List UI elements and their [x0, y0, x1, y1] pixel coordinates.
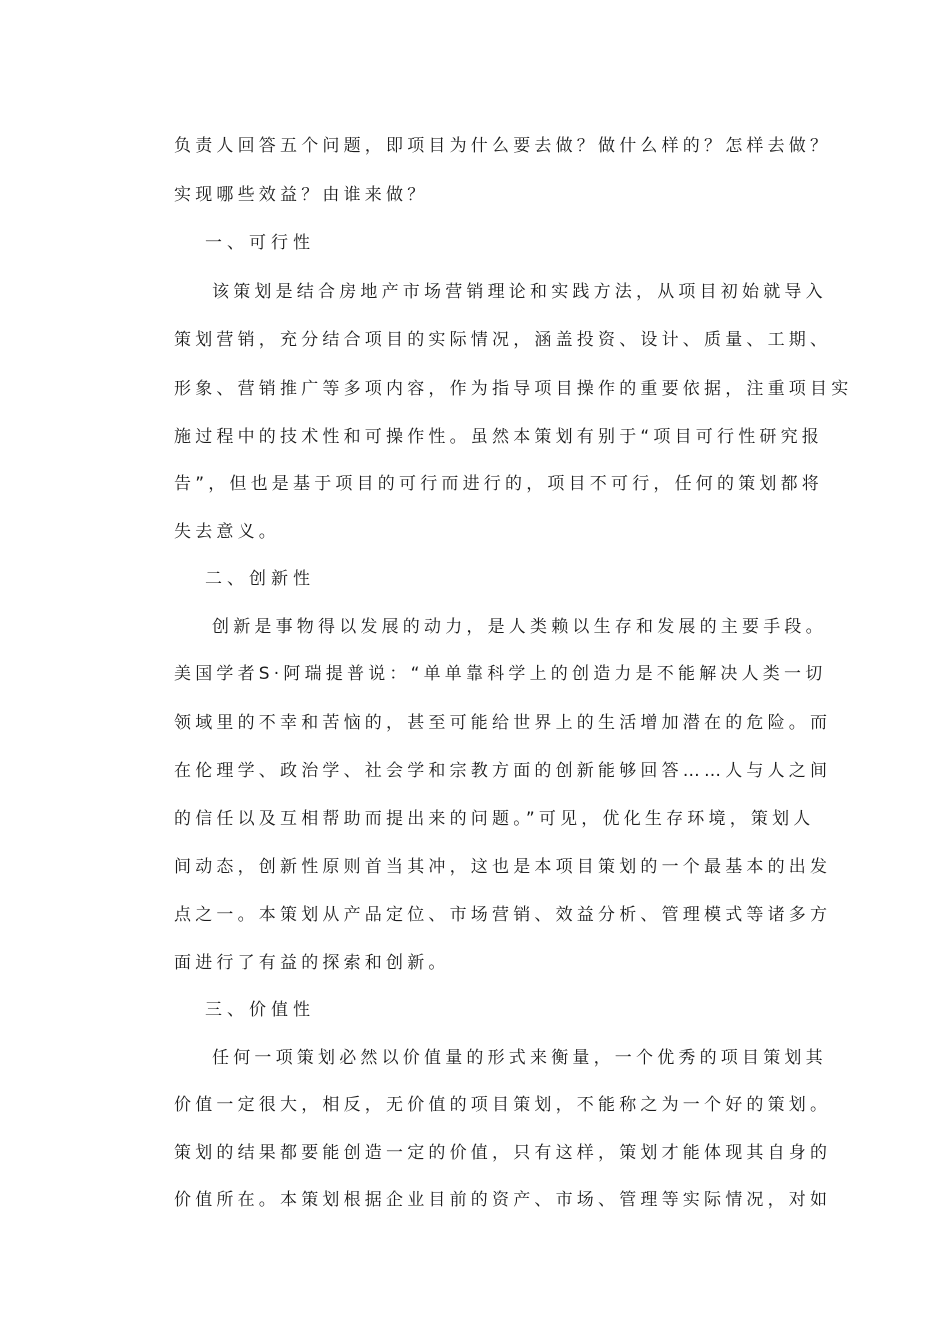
text-line: 施过程中的技术性和可操作性。虽然本策划有别于“项目可行性研究报 — [174, 427, 824, 447]
text-line: 点之一。本策划从产品定位、市场营销、效益分析、管理模式等诸多方 — [174, 905, 832, 925]
text-line: 价值一定很大，相反，无价值的项目策划，不能称之为一个好的策划。 — [174, 1095, 832, 1115]
text-line: 创新是事物得以发展的动力，是人类赖以生存和发展的主要手段。 — [212, 617, 827, 637]
text-line: 任何一项策划必然以价值量的形式来衡量，一个优秀的项目策划其 — [212, 1048, 827, 1068]
text-line: 策划营销，充分结合项目的实际情况，涵盖投资、设计、质量、工期、 — [174, 330, 832, 350]
text-line: 美国学者S·阿瑞提普说：“单单靠科学上的创造力是不能解决人类一切 — [174, 664, 827, 684]
text-line: 形象、营销推广等多项内容，作为指导项目操作的重要依据，注重项目实 — [174, 379, 853, 399]
section-heading-feasibility: 一、可行性 — [205, 233, 315, 253]
text-line: 领域里的不幸和苦恼的，甚至可能给世界上的生活增加潜在的危险。而 — [174, 713, 832, 733]
text-line: 实现哪些效益？由谁来做？ — [174, 185, 429, 205]
section-heading-innovation: 二、创新性 — [205, 569, 315, 589]
section-heading-value: 三、价值性 — [205, 1000, 315, 1020]
text-line: 价值所在。本策划根据企业目前的资产、市场、管理等实际情况，对如 — [174, 1190, 832, 1210]
text-line: 的信任以及互相帮助而提出来的问题。”可见，优化生存环境，策划人 — [174, 809, 815, 829]
text-line: 面进行了有益的探索和创新。 — [174, 953, 450, 973]
text-line: 在伦理学、政治学、社会学和宗教方面的创新能够回答……人与人之间 — [174, 761, 832, 781]
text-line: 策划的结果都要能创造一定的价值，只有这样，策划才能体现其自身的 — [174, 1143, 832, 1163]
text-line: 该策划是结合房地产市场营销理论和实践方法，从项目初始就导入 — [212, 282, 827, 302]
text-line: 间动态，创新性原则首当其冲，这也是本项目策划的一个最基本的出发 — [174, 857, 832, 877]
text-line: 告”，但也是基于项目的可行而进行的，项目不可行，任何的策划都将 — [174, 474, 824, 494]
text-line: 负责人回答五个问题，即项目为什么要去做？做什么样的？怎样去做？ — [174, 136, 832, 156]
text-line: 失去意义。 — [174, 522, 280, 542]
